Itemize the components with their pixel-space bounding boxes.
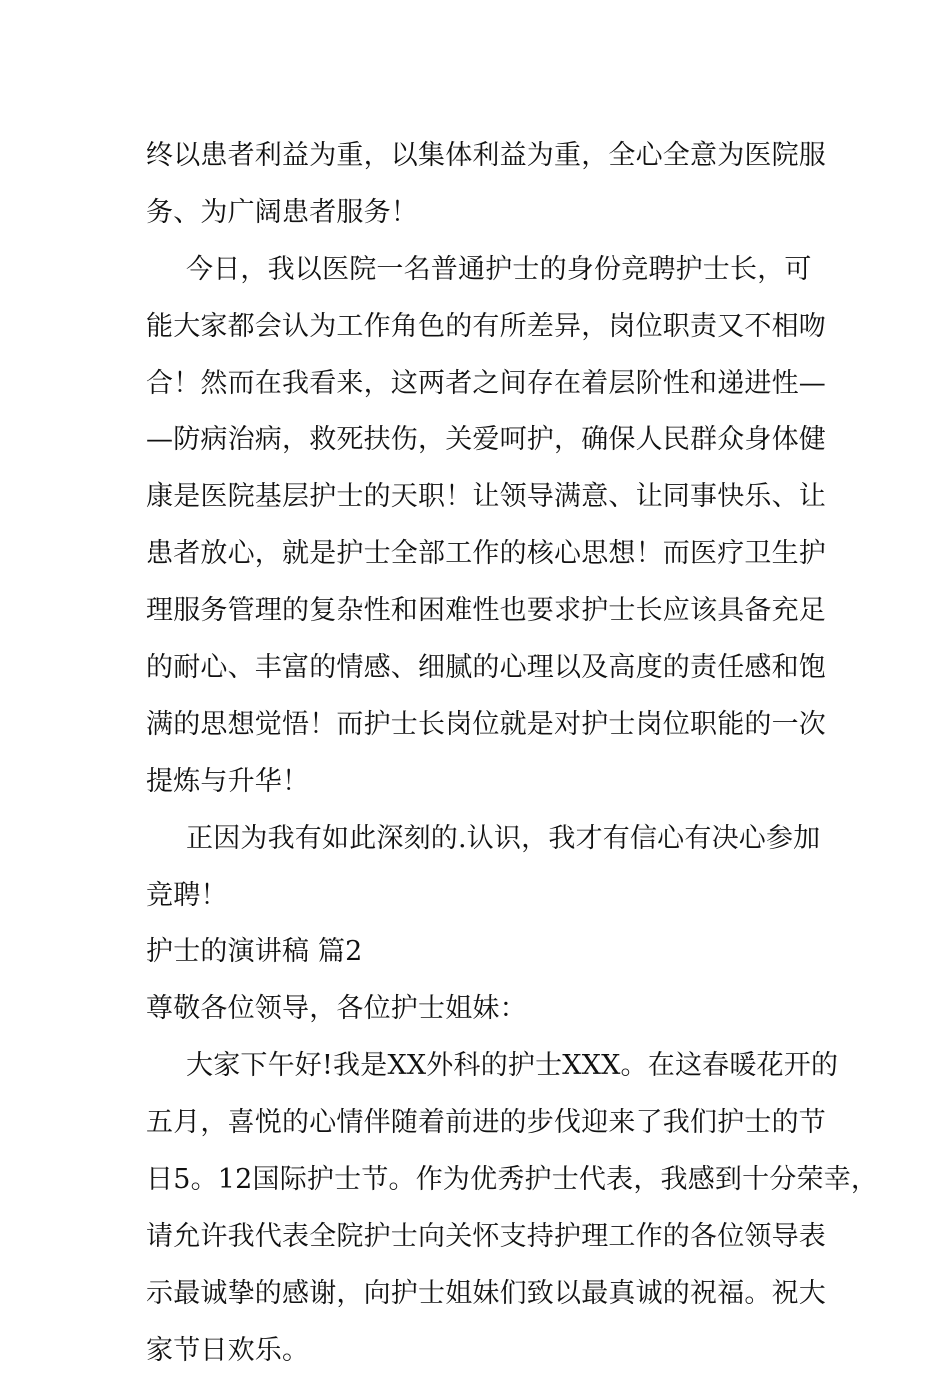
- text-line: —防病治病，救死扶伤，关爱呵护，确保人民群众身体健: [146, 424, 826, 456]
- text-line: 务、为广阔患者服务！: [146, 196, 418, 228]
- text-line: 竞聘！: [146, 879, 228, 911]
- text-line: 患者放心，就是护士全部工作的核心思想！而医疗卫生护: [146, 538, 826, 570]
- text-line: 提炼与升华！: [146, 765, 310, 797]
- text-line: 日5。12国际护士节。作为优秀护士代表，我感到十分荣幸，: [146, 1164, 879, 1196]
- text-line: 示最诚挚的感谢，向护士姐妹们致以最真诚的祝福。祝大: [146, 1277, 826, 1309]
- text-line: 终以患者利益为重，以集体利益为重，全心全意为医院服: [146, 140, 826, 171]
- section-title: 护士的演讲稿 篇2: [146, 936, 363, 968]
- text-line: 五月，喜悦的心情伴随着前进的步伐迎来了我们护士的节: [146, 1107, 826, 1139]
- paragraph-first-line: 今日，我以医院一名普通护士的身份竞聘护士长，可: [186, 253, 812, 285]
- text-line: 的耐心、丰富的情感、细腻的心理以及高度的责任感和饱: [146, 652, 826, 684]
- text-line: 能大家都会认为工作角色的有所差异，岗位职责又不相吻: [146, 310, 826, 342]
- text-line: 合！然而在我看来，这两者之间存在着层阶性和递进性—: [146, 367, 826, 399]
- text-line: 家节日欢乐。: [146, 1334, 310, 1366]
- text-line: 理服务管理的复杂性和困难性也要求护士长应该具备充足: [146, 595, 826, 627]
- text-line: 满的思想觉悟！而护士长岗位就是对护士岗位职能的一次: [146, 708, 826, 740]
- text-line: 康是医院基层护士的天职！让领导满意、让同事快乐、让: [146, 481, 826, 513]
- salutation: 尊敬各位领导，各位护士姐妹：: [146, 993, 527, 1025]
- document-body: [146, 128, 879, 1380]
- text-line: 请允许我代表全院护士向关怀支持护理工作的各位领导表: [146, 1220, 826, 1252]
- paragraph-first-line: 大家下午好!我是XX外科的护士XXX。在这春暖花开的: [186, 1050, 839, 1082]
- paragraph-first-line: 正因为我有如此深刻的.认识，我才有信心有决心参加: [186, 822, 821, 854]
